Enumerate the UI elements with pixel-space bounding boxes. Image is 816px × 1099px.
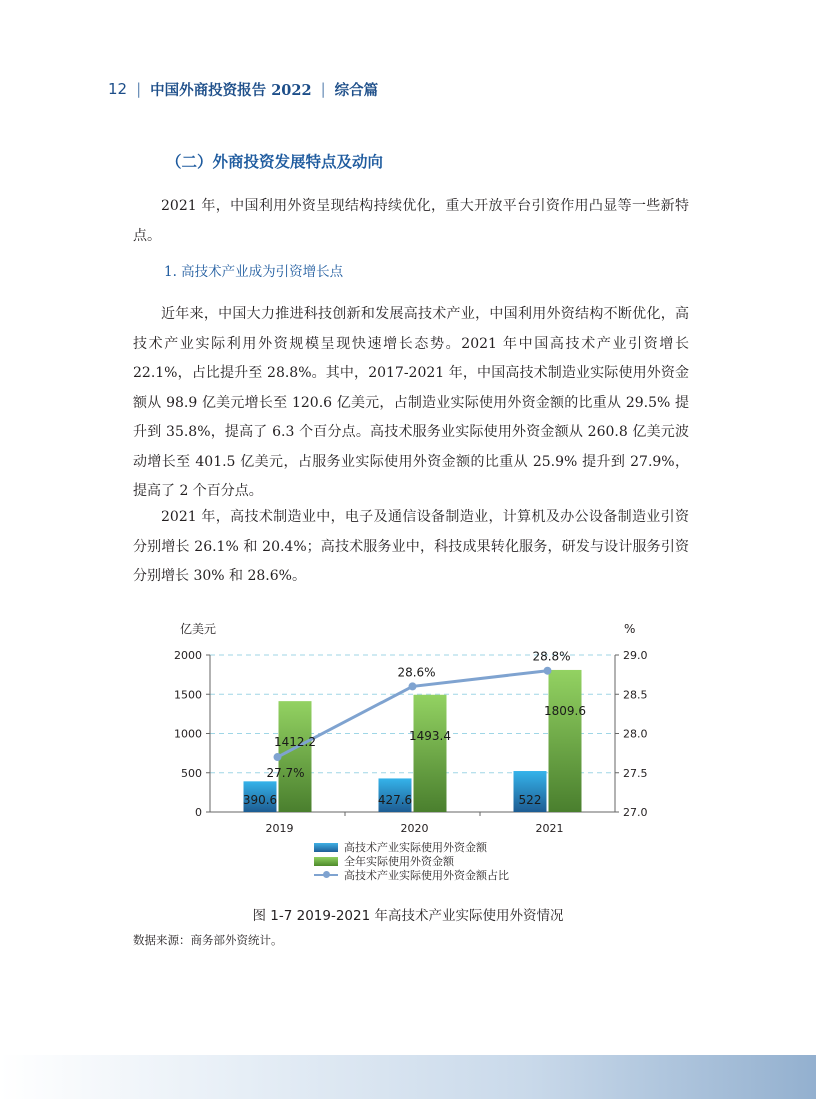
y-right-tick-label: 28.5 — [623, 688, 648, 702]
legend-label: 高技术产业实际使用外资金额占比 — [344, 869, 509, 882]
legend-swatch-green — [314, 857, 338, 866]
y-axis-right-title: % — [624, 622, 636, 636]
line-point — [409, 682, 417, 690]
x-tick-label: 2020 — [400, 822, 429, 835]
line-point — [274, 753, 282, 761]
figure-caption: 图 1-7 2019-2021 年高技术产业实际使用外资情况 — [252, 908, 564, 924]
y-right-tick-label: 28.0 — [623, 727, 648, 741]
data-label-share: 28.8% — [532, 649, 571, 664]
line-point — [544, 667, 552, 675]
data-label-high-tech: 427.6 — [377, 793, 413, 807]
part-title: 综合篇 — [334, 81, 379, 99]
data-label-total: 1493.4 — [409, 728, 451, 743]
book-title: 中国外商投资报告 2022 — [150, 81, 312, 99]
bar-total — [549, 670, 582, 812]
data-label-high-tech: 390.6 — [242, 793, 278, 807]
x-tick-label: 2019 — [265, 822, 294, 835]
subheading: 1. 高技术产业成为引资增长点 — [164, 264, 344, 280]
y-right-tick-label: 29.0 — [623, 649, 648, 662]
y-axis-left-title: 亿美元 — [180, 622, 217, 636]
legend-swatch-line — [314, 869, 338, 881]
data-label-total: 1809.6 — [544, 703, 586, 718]
legend-item-share — [314, 868, 509, 882]
section-title: （二）外商投资发展特点及动向 — [166, 153, 384, 171]
legend-item-high-tech — [314, 840, 509, 854]
data-label-share: 27.7% — [266, 766, 305, 781]
paragraph-intro: 2021 年，中国利用外资呈现结构持续优化，重大开放平台引资作用凸显等一些新特点。 — [133, 198, 689, 244]
data-source: 数据来源：商务部外资统计。 — [133, 933, 283, 947]
data-label-high-tech: 522 — [518, 793, 542, 807]
header-separator: | — [320, 80, 326, 98]
legend-label: 全年实际使用外资金额 — [344, 855, 454, 868]
y-left-tick-label: 2000 — [174, 649, 202, 662]
running-header — [108, 78, 378, 100]
bar-total — [279, 701, 312, 812]
header-separator: | — [136, 80, 142, 98]
x-tick-label: 2021 — [535, 822, 564, 835]
y-left-tick-label: 1000 — [174, 727, 202, 741]
legend-swatch-blue — [314, 843, 338, 852]
legend-label: 高技术产业实际使用外资金额 — [344, 841, 487, 854]
page-number: 12 — [108, 80, 128, 98]
chart-legend — [314, 840, 509, 882]
bar-total — [414, 695, 447, 812]
data-label-share: 28.6% — [397, 665, 436, 680]
y-left-tick-label: 500 — [181, 766, 202, 780]
data-label-total: 1412.2 — [274, 735, 316, 750]
y-left-tick-label: 1500 — [174, 688, 202, 702]
footer-band — [0, 1055, 816, 1099]
paragraph-high-tech: 近年来，中国大力推进科技创新和发展高技术产业，中国利用外资结构不断优化，高技术产业实际利用外资规模呈现快速增长态势。2021 年中国高技术产业引资增长 22.1%，占比提升至 28.8%。其中，2017-2021 年，中国高技术制造业实际使用外资金额从 98.9 亿美元增长至 120.6 亿美元，占制造业实际使用外资金额的比重从 29.5% 提升到 35.8%，提高了 6.3 个百分点。高技术服务业实际使用外资金额从 260.8 亿美元波动增长至 401.5 亿美元，占服务业实际使用外资金额的比重从 25.9% 提升到 27.9%，提高了 2 个百分点。 — [133, 306, 689, 499]
y-right-tick-label: 27.0 — [623, 806, 648, 819]
paragraph-2021-detail: 2021 年，高技术制造业中，电子及通信设备制造业，计算机及办公设备制造业引资分别增长 26.1% 和 20.4%；高技术服务业中，科技成果转化服务，研发与设计服务引资分别增长 30% 和 28.6%。 — [133, 509, 689, 584]
y-right-tick-label: 27.5 — [623, 766, 648, 780]
y-left-tick-label: 0 — [195, 806, 202, 819]
legend-item-total — [314, 854, 509, 868]
chart-svg — [150, 615, 670, 840]
